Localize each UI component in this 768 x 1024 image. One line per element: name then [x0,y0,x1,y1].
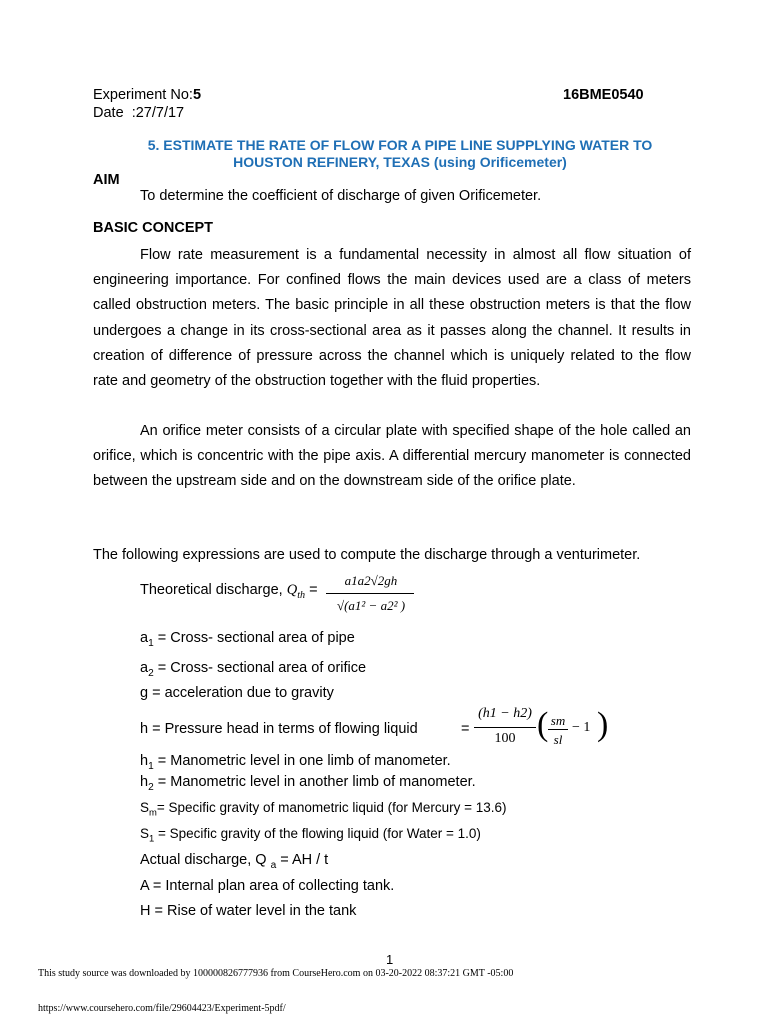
experiment-number-line [93,87,201,103]
page-number: 1 [386,952,394,967]
definition-g: g = acceleration due to gravity [140,685,334,701]
definition-h1: $h_1$ = Manometric level in one limb of manometer. [140,753,451,772]
head-formula-right-paren: ) [597,706,609,743]
head-formula-bar [474,727,536,728]
date-label: Date [93,105,124,121]
definition-a2: $a_2$ = Cross- sectional area of orifice [140,660,367,679]
head-formula-ratio-bar [548,729,568,730]
basic-concept-paragraph-2: An orifice meter consists of a circular plate with specified shape of the hole called an orifice, which is concentric with the pipe axis. A differential mercury manometer is connected between the upstream side and on the downstream side of the orifice plate. [93,423,691,490]
theoretical-fraction-bar [326,593,414,594]
definition-h: h = Pressure head in terms of flowing liquid [140,721,418,737]
experiment-number: 5 [192,87,202,103]
definition-sm: $S_m=$ Specific gravity of manometric liquid (for Mercury = 13.6) [140,800,507,819]
head-formula-sm: sm [550,713,566,728]
head-formula-sl: sl [553,732,563,747]
definition-s1: $S_1$ = Specific gravity of the flowing liquid (for Water = 1.0) [140,826,481,845]
head-formula-left-paren: ( [537,706,549,743]
basic-concept-paragraph-1: Flow rate measurement is a fundamental necessity in almost all flow situation of engineering importance. For confined flows the main devices used are a class of meters called obstruction meters. The basic principle in all these obstruction meters is that the flow undergoes a change in its cross-sectional area as it passes along the channel. It results in creation of difference of pressure across the channel which is uniquely related to the flow rate and geometry of the obstruction together with the fluid properties. [93,247,691,390]
date-value: :27/7/17 [131,105,185,121]
expressions-intro: The following expressions are used to compute the discharge through a venturimeter. [93,547,641,563]
experiment-title-line2: HOUSTON REFINERY, TEXAS (using Orificemeter) [233,154,567,170]
aim-heading: AIM [93,172,120,188]
q-th-symbol: $Q_{th}$ [286,582,306,601]
definition-H: H = Rise of water level in the tank [140,903,357,919]
basic-concept-heading: BASIC CONCEPT [93,220,214,236]
theoretical-denominator: √(a1² − a2² ) [336,598,406,613]
definition-h2: $h_2$ = Manometric level in another limb of manometer. [140,774,476,793]
head-formula-minus-one: − 1 [572,720,591,735]
head-formula-numerator: (h1 − h2) [478,706,532,721]
experiment-title-line1: 5. ESTIMATE THE RATE OF FLOW FOR A PIPE LINE SUPPLYING WATER TO [147,137,653,153]
definition-a1: $a_1$ = Cross- sectional area of pipe [140,630,355,649]
definition-actual-discharge: Actual discharge, Q $_a$ = AH / t [140,852,329,871]
definition-A: A = Internal plan area of collecting tank. [140,878,395,894]
head-formula-denominator: 100 [494,731,516,746]
head-formula-equals: = [461,721,470,737]
source-url[interactable]: https://www.coursehero.com/file/29604423/Experiment-5pdf/ [38,1003,286,1014]
date-line [93,105,184,121]
roll-number: 16BME0540 [563,87,644,103]
aim-text: To determine the coefficient of discharge of given Orificemeter. [140,188,542,204]
theoretical-numerator: a1a2√2gh [344,573,398,588]
experiment-label: Experiment No: [93,87,193,103]
download-note: This study source was downloaded by 100000826777936 from CourseHero.com on 03-20-2022 08:37:21 GMT -05:00 [38,968,514,979]
theoretical-discharge-label: Theoretical discharge, $Q_{th}$ = [140,582,318,601]
